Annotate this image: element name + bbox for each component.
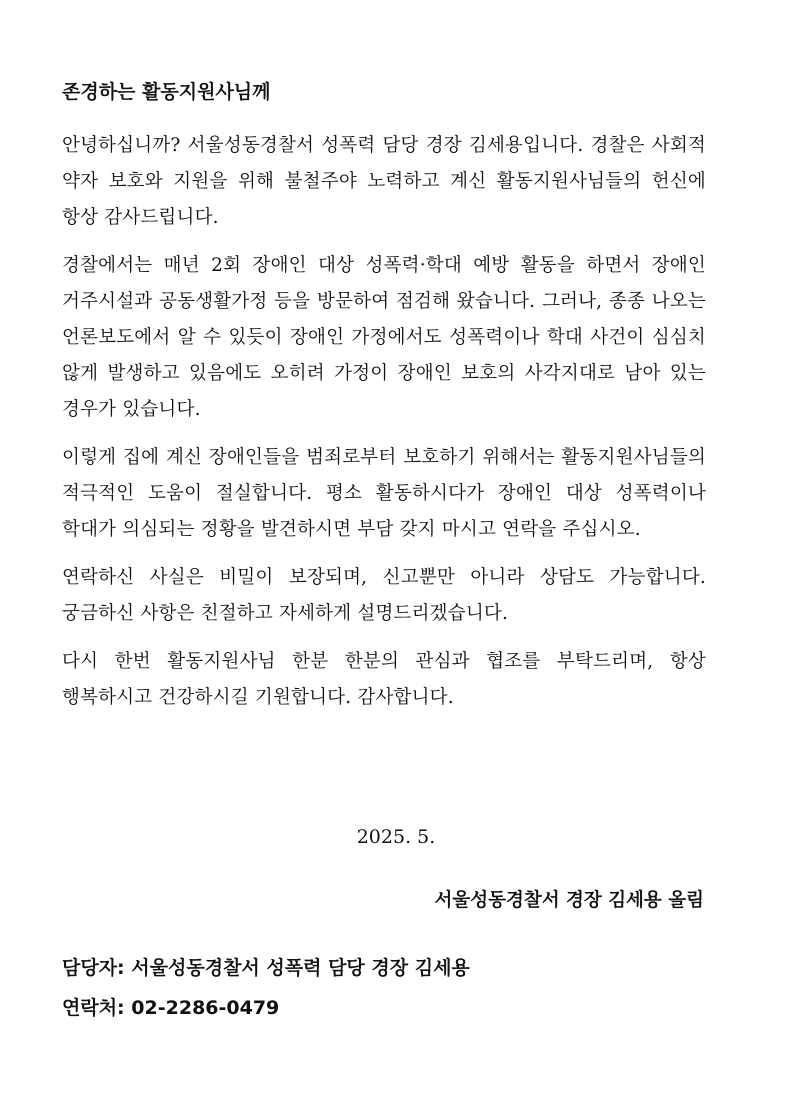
paragraph-prevention-activities: 경찰에서는 매년 2회 장애인 대상 성폭력·학대 예방 활동을 하면서 장애인 거주시설과 공동생활가정 등을 방문하여 점검해 왔습니다. 그러나, 종종 나오는 언론보도에서 알 수 있듯이 장애인 가정에서도 성폭력이나 학대 사건이 심심치 않게 발생하고 있음에도 오히려 가정이 장애인 보호의 사각지대로 남아 있는 경우가 있습니다. (62, 255, 706, 420)
paragraph-request-help: 이렇게 집에 계신 장애인들을 범죄로부터 보호하기 위해서는 활동지원사님들의 적극적인 도움이 절실합니다. 평소 활동하시다가 장애인 대상 성폭력이나 학대가 의심되는 정황을 발견하시면 부담 갖지 마시고 연락을 주십시오. (62, 447, 706, 540)
paragraph-introduction: 안녕하십니까? 서울성동경찰서 성폭력 담당 경장 김세용입니다. 경찰은 사회적 약자 보호와 지원을 위해 불철주야 노력하고 계신 활동지원사님들의 헌신에 항상 감사드립니다. (62, 135, 706, 228)
letter-body (62, 128, 706, 728)
letter-greeting: 존경하는 활동지원사님께 (62, 81, 271, 103)
paragraph-closing: 다시 한번 활동지원사님 한분 한분의 관심과 협조를 부탁드리며, 항상 행복하시고 건강하시길 기원합니다. 감사합니다. (62, 651, 706, 708)
letter-signature: 서울성동경찰서 경장 김세용 올림 (434, 890, 704, 911)
contact-info (62, 948, 470, 1028)
contact-person-value: 서울성동경찰서 성폭력 담당 경장 김세용 (131, 957, 470, 979)
paragraph-confidentiality: 연락하신 사실은 비밀이 보장되며, 신고뿐만 아니라 상담도 가능합니다. 궁금하신 사항은 친절하고 자세하게 설명드리겠습니다. (62, 567, 706, 624)
contact-phone-label: 연락처: (62, 997, 125, 1019)
contact-phone-value: 02-2286-0479 (131, 997, 280, 1019)
contact-person-label: 담당자: (62, 957, 125, 979)
contact-phone-line (62, 988, 470, 1028)
letter-date: 2025. 5. (356, 826, 436, 848)
contact-person-line (62, 948, 470, 988)
